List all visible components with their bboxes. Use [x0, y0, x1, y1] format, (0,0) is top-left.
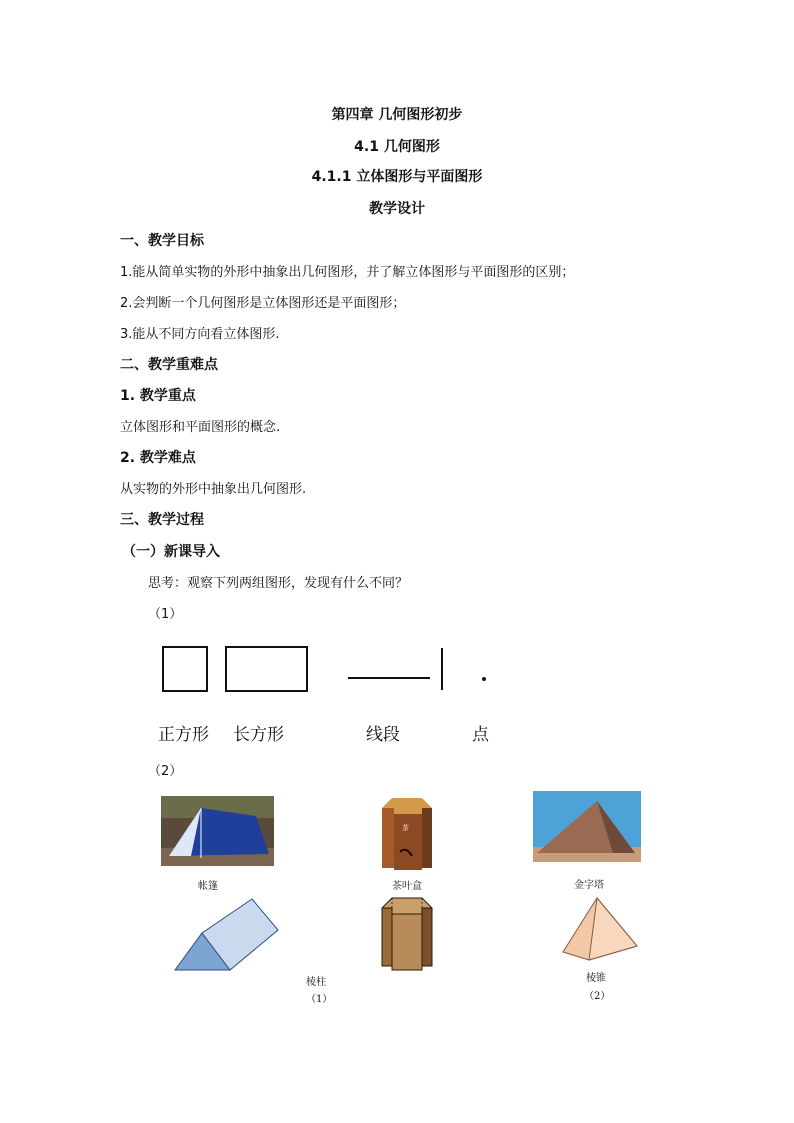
goals-heading: 一、教学目标 [120, 233, 204, 249]
focus-title: 1. 教学重点 [120, 388, 196, 404]
line-segment-shape [348, 677, 430, 679]
square-pyramid-drawing [559, 896, 643, 964]
goal-item-1: 1.能从简单实物的外形中抽象出几何图形，并了解立体图形与平面图形的区别； [120, 265, 575, 280]
rectangle-shape [225, 646, 308, 692]
pyramid-photo [533, 791, 641, 862]
point-shape [482, 677, 486, 681]
chapter-title: 第四章 几何图形初步 [331, 107, 463, 123]
key-points-heading: 二、教学重难点 [120, 357, 218, 373]
group2-label: （2） [148, 764, 183, 779]
square-shape [162, 646, 208, 692]
caption-point: 点 [472, 725, 489, 745]
caption-prism: 棱柱 [306, 977, 326, 988]
difficulty-title: 2. 教学难点 [120, 450, 196, 466]
section-title: 4.1 几何图形 [354, 139, 440, 155]
focus-text: 立体图形和平面图形的概念. [120, 420, 281, 435]
caption-square: 正方形 [158, 725, 209, 745]
process-heading: 三、教学过程 [120, 512, 204, 528]
caption-segment: 线段 [366, 725, 400, 745]
vertical-segment-shape [441, 648, 443, 690]
caption-prism-number: （1） [306, 994, 333, 1005]
goal-item-3: 3.能从不同方向看立体图形. [120, 327, 280, 342]
caption-rectangle: 长方形 [233, 725, 284, 745]
caption-tent: 帐篷 [198, 881, 218, 892]
intro-heading: （一）新课导入 [122, 544, 220, 560]
triangular-prism-drawing [170, 895, 282, 973]
caption-pyramid: 金字塔 [574, 880, 604, 891]
difficulty-text: 从实物的外形中抽象出几何图形. [120, 482, 307, 497]
svg-text:茶: 茶 [402, 824, 409, 832]
group1-label: （1） [148, 607, 183, 622]
goal-item-2: 2.会判断一个几何图形是立体图形还是平面图形； [120, 296, 406, 311]
tea-box-photo [378, 796, 434, 872]
tent-photo [161, 796, 274, 866]
caption-tea-box: 茶叶盒 [392, 881, 422, 892]
doc-type-title: 教学设计 [369, 201, 425, 217]
caption-pyramid-solid: 棱锥 [586, 973, 606, 984]
caption-pyramid-solid-number: （2） [584, 991, 611, 1002]
hexagonal-prism-drawing [378, 896, 438, 974]
subsection-title: 4.1.1 立体图形与平面图形 [311, 169, 483, 185]
question-text: 思考：观察下列两组图形，发现有什么不同？ [148, 576, 409, 591]
